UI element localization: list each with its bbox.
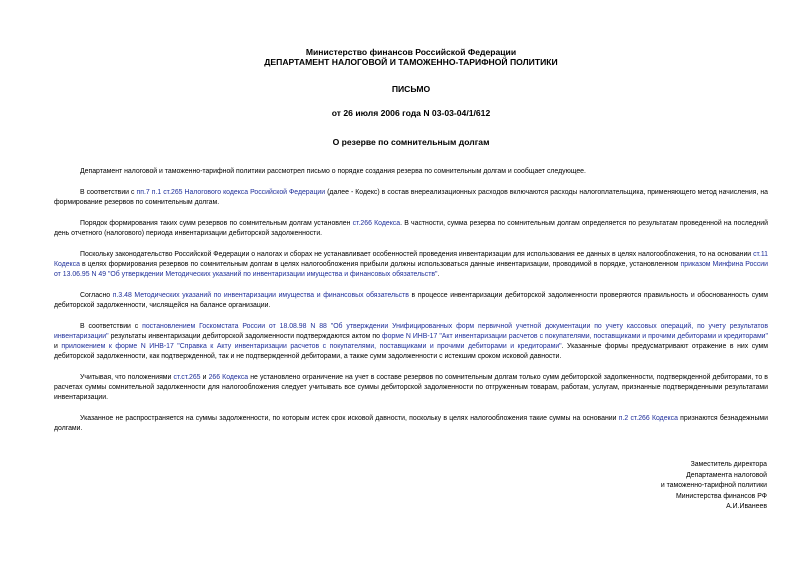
reference-link[interactable]: пп.7 п.1 ст.265 Налогового кодекса Российской Федерации (136, 189, 326, 196)
paragraph-text: не установлено ограничение на учет в составе резервов по сомнительным долгам только сумм дебиторской задолженности, подтвержденной дебиторами, то в расчетах суммы сомнительной задолженности для налогообложения следует учитывать все суммы дебиторской задолженности по отгруженным товарам, работам, услугам, признанные подтвержденными результатами инвентаризации. (54, 374, 768, 401)
doc-subject: О резерве по сомнительным долгам (332, 137, 490, 147)
paragraph-text: признаются безнадежными долгами. (54, 415, 768, 432)
signature-name: А.И.Иванеев (726, 503, 767, 510)
paragraph-text: Поскольку законодательство Российской Федерации о налогах и сборах не устанавливает особенностей проведения инвентаризации для использования ее данных в целях налогообложения, то на основании (80, 251, 754, 258)
reference-link[interactable]: ст.11 Кодекса (54, 251, 768, 268)
document-body (54, 0, 768, 434)
signature-line: Министерства финансов РФ (675, 492, 767, 500)
paragraph (54, 414, 768, 434)
paragraph (54, 322, 768, 362)
reference-link[interactable]: приказом Минфина России от 13.06.95 N 49 "Об утверждении Методических указаний по инвентаризации имущества и финансовых обязательств" (54, 261, 768, 278)
paragraph-text: . В частности, сумма резерва по сомнительным долгам определяется по результатам проведенной на последний день отчетного (налогового) периода инвентаризации дебиторской задолженности. (54, 220, 768, 237)
paragraph (54, 188, 768, 208)
paragraph-text: Согласно (80, 292, 113, 299)
reference-link[interactable]: ст.266 Кодекса (352, 220, 401, 227)
header-department: ДЕПАРТАМЕНТ НАЛОГОВОЙ И ТАМОЖЕННО-ТАРИФНОЙ ПОЛИТИКИ (264, 57, 558, 67)
signature-line: Заместитель директора (690, 461, 767, 468)
paragraph (54, 373, 768, 403)
header-ministry: Министерство финансов Российской Федерации (305, 47, 517, 57)
paragraph-text: Департамент налоговой и таможенно-тарифной политики рассмотрел письмо о порядке создания резерва по сомнительным долгам и сообщает следующее. (80, 168, 586, 175)
doc-type: ПИСЬМО (391, 84, 431, 94)
signature-block (661, 460, 767, 513)
reference-link[interactable]: приложением к форме N ИНВ-17 "Справка к Акту инвентаризации расчетов с покупателями, поставщиками и прочими дебиторами и кредиторами" (61, 343, 562, 350)
paragraph-text: в процессе инвентаризации дебиторской задолженности проверяются правильность и обоснованность сумм дебиторской задолженности, числящейся на балансе организации. (54, 292, 768, 309)
paragraph-text: и (54, 343, 62, 350)
reference-link[interactable]: постановлением Госкомстата России от 18.08.98 N 88 "Об утверждении Унифицированных форм первичной учетной документации по учету кассовых операций, по учету результатов инвентаризации" (54, 323, 769, 340)
reference-link[interactable]: п.2 ст.266 Кодекса (618, 415, 678, 422)
paragraph (54, 167, 768, 177)
paragraph (54, 291, 768, 311)
reference-link[interactable]: ст.ст.265 (173, 374, 201, 381)
paragraph-text: . Указанные формы предусматривают отражение в них сумм дебиторской задолженности, как подтвержденной, так и не подтвержденной дебиторами, а также сумм задолженности с истекшим сроком исковой давности. (54, 343, 768, 360)
paragraph-text: (далее - Кодекс) в состав внереализационных расходов включаются расходы налогоплательщика, применяющего метод начисления, на формирование резервов по сомнительным долгам. (54, 189, 768, 206)
signature-line: и таможенно-тарифной политики (660, 482, 767, 489)
reference-link[interactable]: 266 Кодекса (208, 374, 249, 381)
paragraph-text: в целях формирования резервов по сомнительным долгам в целях налогообложения прибыли должны использоваться данные инвентаризации, проводимой в порядке, установленном (79, 261, 681, 268)
paragraphs (54, 167, 768, 434)
paragraph-text: Указанное не распространяется на суммы задолженности, по которым истек срок исковой давности, поскольку в целях налогообложения такие суммы на основании (80, 415, 619, 422)
paragraph-text: и (200, 374, 209, 381)
paragraph-text: В соответствии с (80, 323, 143, 330)
reference-link[interactable]: форме N ИНВ-17 "Акт инвентаризации расчетов с покупателями, поставщиками и прочими дебиторами и кредиторами" (381, 333, 768, 340)
paragraph (54, 250, 768, 280)
doc-date-number: от 26 июля 2006 года N 03-03-04/1/612 (331, 108, 491, 118)
paragraph-text: В соответствии с (80, 189, 137, 196)
paragraph-text: Учитывая, что положениями (80, 374, 174, 381)
paragraph (54, 219, 768, 239)
signature-line: Департамента налоговой (686, 471, 767, 479)
paragraph-text: результаты инвентаризации дебиторской задолженности подтверждаются актом по (108, 333, 382, 340)
reference-link[interactable]: п.3.48 Методических указаний по инвентаризации имущества и финансовых обязательств (112, 292, 409, 299)
paragraph-text: . (437, 271, 440, 278)
paragraph-text: Порядок формирования таких сумм резервов по сомнительным долгам установлен (80, 220, 353, 227)
